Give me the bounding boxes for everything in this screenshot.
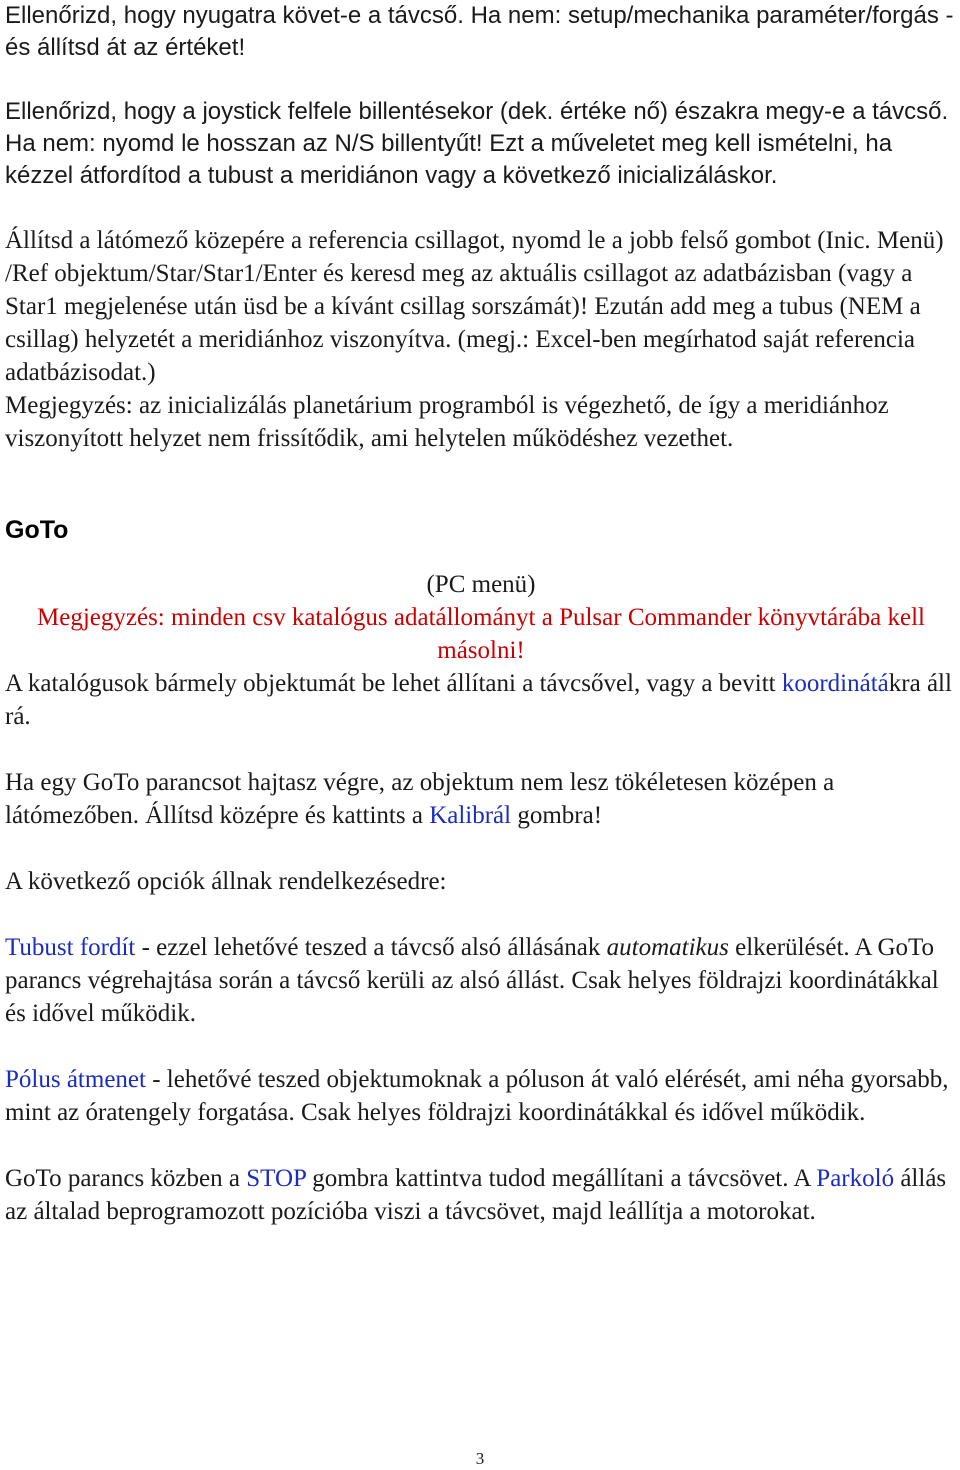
calibrate-text-1: Ha egy GoTo parancsot hajtasz végre, az objektum nem lesz tökéletesen középen a látómezőben. Állítsd középre és kattints a (5, 769, 835, 829)
goto-heading: GoTo (5, 516, 69, 544)
csv-note: Megjegyzés: minden csv katalógus adatállományt a Pulsar Commander könyvtárába kell másolni! (37, 604, 925, 664)
stop-text-3: állás az általad beprogramozott pozícióba viszi a távcsövet, majd leállítja a motorokat. (5, 1165, 947, 1225)
catalog-paragraph (5, 667, 957, 733)
flip-text-2: elkerülését. A GoTo parancs végrehajtása során a távcső kerüli az alsó állást. Csak helyes földrajzi koordinátákkal és idővel működik. (5, 934, 939, 1027)
pole-paragraph (5, 1063, 957, 1129)
pole-transit-link[interactable]: Pólus átmenet (5, 1066, 146, 1093)
flip-paragraph (5, 931, 957, 1030)
catalog-text-2: kra áll rá. (5, 670, 952, 730)
stop-text-1: GoTo parancs közben a (5, 1165, 247, 1192)
setup-note-paragraph: Ellenőrizd, hogy nyugatra követ-e a távcső. Ha nem: setup/mechanika paraméter/forgás - és állítsd át az értéket! (5, 2, 954, 61)
document-page (5, 0, 957, 1228)
stop-link[interactable]: STOP (246, 1165, 306, 1192)
flip-tube-link[interactable]: Tubust fordít (5, 934, 136, 961)
park-link[interactable]: Parkoló (816, 1165, 895, 1192)
stop-text-2: gombra kattintva tudod megállítani a távcsövet. A (305, 1165, 817, 1192)
init-note-paragraph: Megjegyzés: az inicializálás planetárium programból is végezhető, de így a meridiánhoz viszonyított helyzet nem frissítődik, ami helytelen működéshez vezethet. (5, 392, 889, 452)
coordinates-link[interactable]: koordinátá (781, 670, 889, 697)
pc-menu-label: (PC menü) (426, 571, 536, 598)
calibrate-link[interactable]: Kalibrál (429, 802, 512, 829)
catalog-text-1: A katalógusok bármely objektumát be lehet állítani a távcsővel, vagy a bevitt (5, 670, 782, 697)
flip-text-1: - ezzel lehetővé teszed a távcső alsó állásának (135, 934, 607, 961)
pole-text: - lehetővé teszed objektumoknak a póluson át való elérését, ami néha gyorsabb, mint az óratengely forgatása. Csak helyes földrajzi koordinátákkal és idővel működik. (5, 1066, 949, 1126)
stop-paragraph (5, 1162, 957, 1228)
flip-italic: automatikus (606, 934, 729, 961)
calibrate-text-2: gombra! (511, 802, 603, 829)
calibrate-paragraph (5, 766, 957, 832)
page-number: 3 (475, 1449, 485, 1468)
options-intro: A következő opciók állnak rendelkezésedre: (5, 868, 447, 895)
joystick-note-paragraph: Ellenőrizd, hogy a joystick felfele billentésekor (dek. értéke nő) északra megy-e a távcső. Ha nem: nyomd le hosszan az N/S billentyűt! Ezt a műveletet meg kell ismételni, ha kézzel átfordítod a tubust a meridiánon vagy a következő inicializáláskor. (5, 98, 949, 189)
init-paragraph: Állítsd a látómező közepére a referencia csillagot, nyomd le a jobb felső gombot (Inic. Menü) /Ref objektum/Star/Star1/Enter és keresd meg az aktuális csillagot az adatbázisban (vagy a Star1 megjelenése után üsd be a kívánt csillag sorszámát)! Ezután add meg a tubus (NEM a csillag) helyzetét a meridiánhoz viszonyítva. (megj.: Excel-ben megírhatod saját referencia adatbázisodat.) (5, 227, 944, 386)
